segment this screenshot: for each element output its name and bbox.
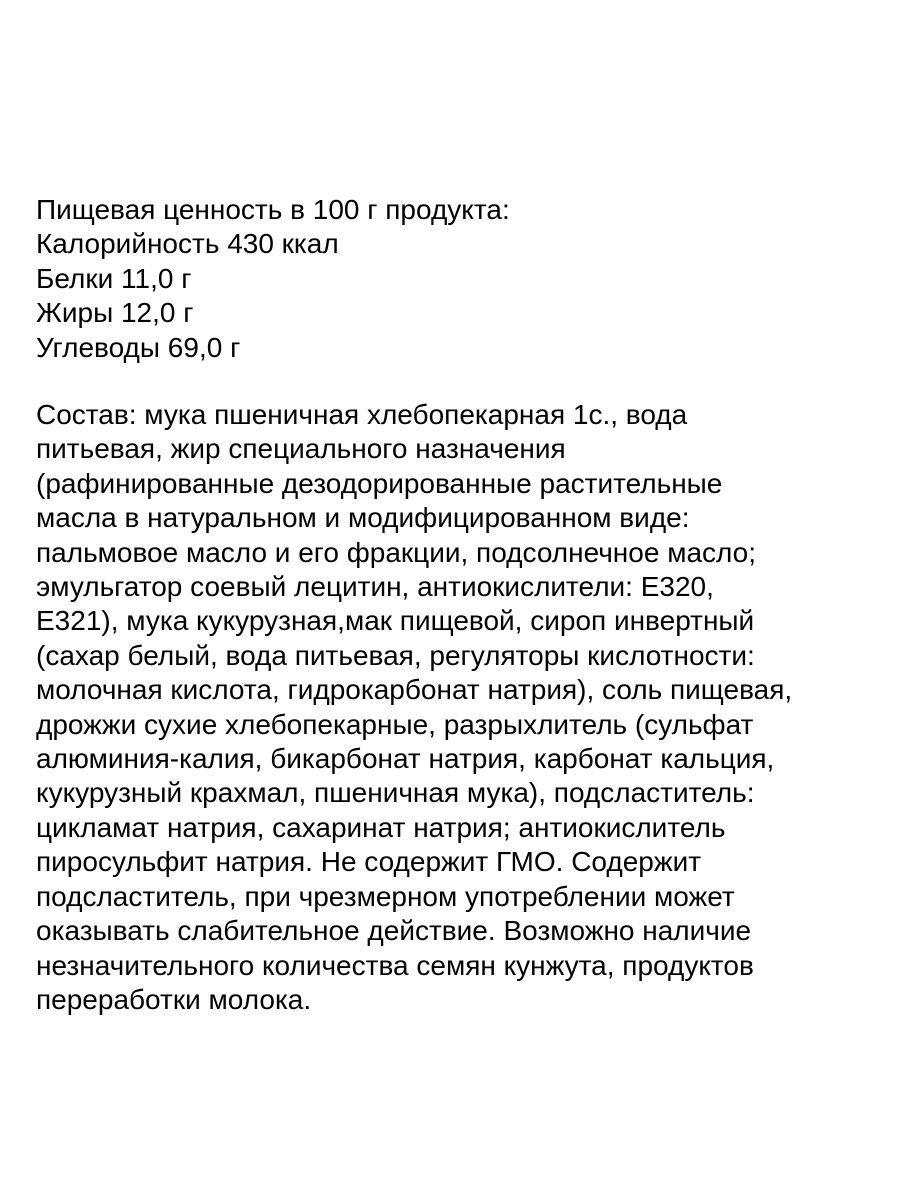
- composition-line: пиросульфит натрия. Не содержит ГМО. Содержит: [36, 846, 702, 878]
- composition-line: пальмовое масло и его фракции, подсолнечное масло;: [36, 536, 757, 568]
- protein-line: Белки 11,0 г: [36, 262, 192, 294]
- composition-line: Е321), мука кукурузная,мак пищевой, сироп инвертный: [36, 605, 755, 637]
- composition-line: кукурузный крахмал, пшеничная мука), подсластитель:: [36, 777, 755, 809]
- calories-line: Калорийность 430 ккал: [36, 228, 339, 260]
- composition-line: питьевая, жир специального назначения: [36, 433, 566, 465]
- composition-line: дрожжи сухие хлебопекарные, разрыхлитель (сульфат: [36, 708, 754, 740]
- composition-line: незначительного количества семян кунжута, продуктов: [36, 949, 754, 981]
- composition-line: эмульгатор соевый лецитин, антиокислители: Е320,: [36, 571, 714, 603]
- composition-line: (рафинированные дезодорированные растительные: [36, 467, 723, 499]
- composition-line: масла в натуральном и модифицированном виде:: [36, 502, 690, 534]
- composition-line: цикламат натрия, сахаринат натрия; антиокислитель: [36, 811, 726, 843]
- composition-line: переработки молока.: [36, 983, 312, 1015]
- composition-line: (сахар белый, вода питьевая, регуляторы кислотности:: [36, 639, 755, 671]
- nutrition-heading: Пищевая ценность в 100 г продукта:: [36, 194, 510, 225]
- composition-line: Состав: мука пшеничная хлебопекарная 1с., вода: [36, 399, 688, 430]
- ingredients-composition: [36, 398, 876, 1017]
- composition-line: молочная кислота, гидрокарбонат натрия), соль пищевая,: [36, 674, 793, 706]
- composition-line: алюминия-калия, бикарбонат натрия, карбонат кальция,: [36, 743, 775, 775]
- nutrition-facts: [36, 193, 876, 365]
- fat-line: Жиры 12,0 г: [36, 297, 194, 329]
- composition-line: подсластитель, при чрезмерном употреблении может: [36, 880, 735, 912]
- composition-line: оказывать слабительное действие. Возможно наличие: [36, 915, 752, 947]
- carbs-line: Углеводы 69,0 г: [36, 331, 241, 363]
